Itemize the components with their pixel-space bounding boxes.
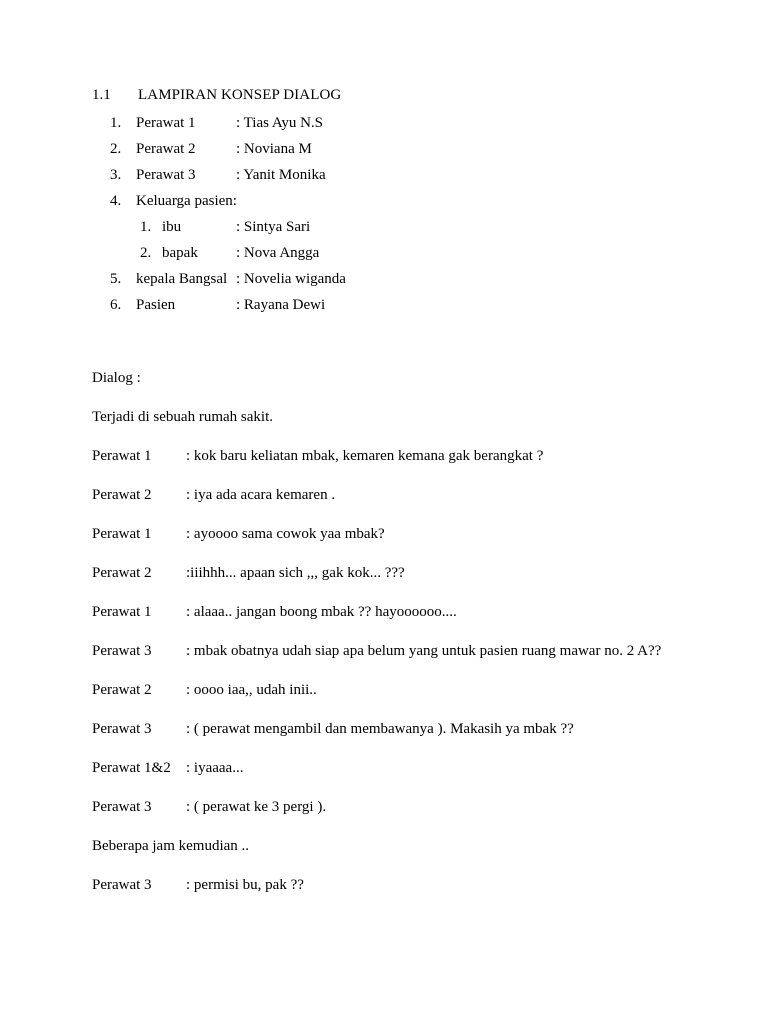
dialog-label: Dialog : [92,370,141,386]
speaker-utterance: : ( perawat ke 3 pergi ). [186,799,327,815]
list-marker: 3. [110,167,122,183]
speaker-utterance: : mbak obatnya udah siap apa belum yang untuk pasien ruang mawar no. 2 A?? [186,643,662,659]
scene-description: Terjadi di sebuah rumah sakit. [92,409,273,425]
speaker-utterance: : ayoooo sama cowok yaa mbak? [186,526,385,542]
dialog-line [92,602,678,622]
speaker-name: Perawat 1 [92,526,152,542]
dialog-line [92,524,678,544]
list-marker: 1. [140,219,152,235]
role-value: : Sintya Sari [236,219,311,235]
dialog-line [92,563,678,583]
role-label: kepala Bangsal [136,271,228,287]
role-value: : Nova Angga [236,245,320,261]
dialog-line [92,446,678,466]
speaker-utterance: :iiihhh... apaan sich ,,, gak kok... ??? [186,565,405,581]
section-heading [92,82,678,108]
list-marker: 2. [110,141,122,157]
speaker-utterance: : permisi bu, pak ?? [186,877,304,893]
dialog-line [92,719,678,739]
list-marker: 5. [110,271,122,287]
section-title: LAMPIRAN KONSEP DIALOG [138,87,342,103]
dialog-section [92,368,678,895]
speaker-name: Perawat 1 [92,448,152,464]
speaker-name: Perawat 2 [92,565,152,581]
speaker-name: Perawat 2 [92,487,152,503]
list-item [92,266,678,292]
list-item [92,240,678,266]
speaker-name: Perawat 3 [92,877,152,893]
speaker-utterance: : oooo iaa,, udah inii.. [186,682,317,698]
list-marker: 1. [110,115,122,131]
role-label: Pasien [136,297,176,313]
list-item [92,292,678,318]
cast-list [92,110,678,214]
list-item [92,162,678,188]
role-label: bapak [162,245,198,261]
dialog-line [92,797,678,817]
role-value: : Noviana M [236,141,312,157]
role-label: Perawat 1 [136,115,196,131]
dialog-line [92,680,678,700]
role-value: : Tias Ayu N.S [236,115,323,131]
list-item [92,214,678,240]
role-value: : Rayana Dewi [236,297,326,313]
time-transition: Beberapa jam kemudian .. [92,838,250,854]
role-value: : Novelia wiganda [236,271,346,287]
dialog-line [92,875,678,895]
speaker-name: Perawat 3 [92,799,152,815]
role-value: : Yanit Monika [236,167,326,183]
speaker-utterance: : alaaa.. jangan boong mbak ?? hayoooooo.... [186,604,457,620]
speaker-utterance: : kok baru keliatan mbak, kemaren kemana gak berangkat ? [186,448,544,464]
speaker-name: Perawat 2 [92,682,152,698]
section-number: 1.1 [92,87,111,103]
cast-list-continued [92,266,678,318]
list-item [92,136,678,162]
dialog-line [92,641,678,661]
speaker-name: Perawat 3 [92,721,152,737]
role-label: ibu [162,219,182,235]
list-marker: 2. [140,245,152,261]
dialog-line [92,485,678,505]
list-item [92,188,678,214]
list-item [92,110,678,136]
role-label: Perawat 3 [136,167,196,183]
speaker-name: Perawat 3 [92,643,152,659]
speaker-utterance: : ( perawat mengambil dan membawanya ). Makasih ya mbak ?? [186,721,574,737]
list-marker: 4. [110,193,122,209]
dialog-line [92,758,678,778]
speaker-utterance: : iyaaaa... [186,760,244,776]
family-sublist [92,214,678,266]
list-marker: 6. [110,297,122,313]
speaker-name: Perawat 1&2 [92,760,171,776]
role-label: Perawat 2 [136,141,196,157]
speaker-name: Perawat 1 [92,604,152,620]
role-label: Keluarga pasien: [136,193,237,209]
speaker-utterance: : iya ada acara kemaren . [186,487,336,503]
